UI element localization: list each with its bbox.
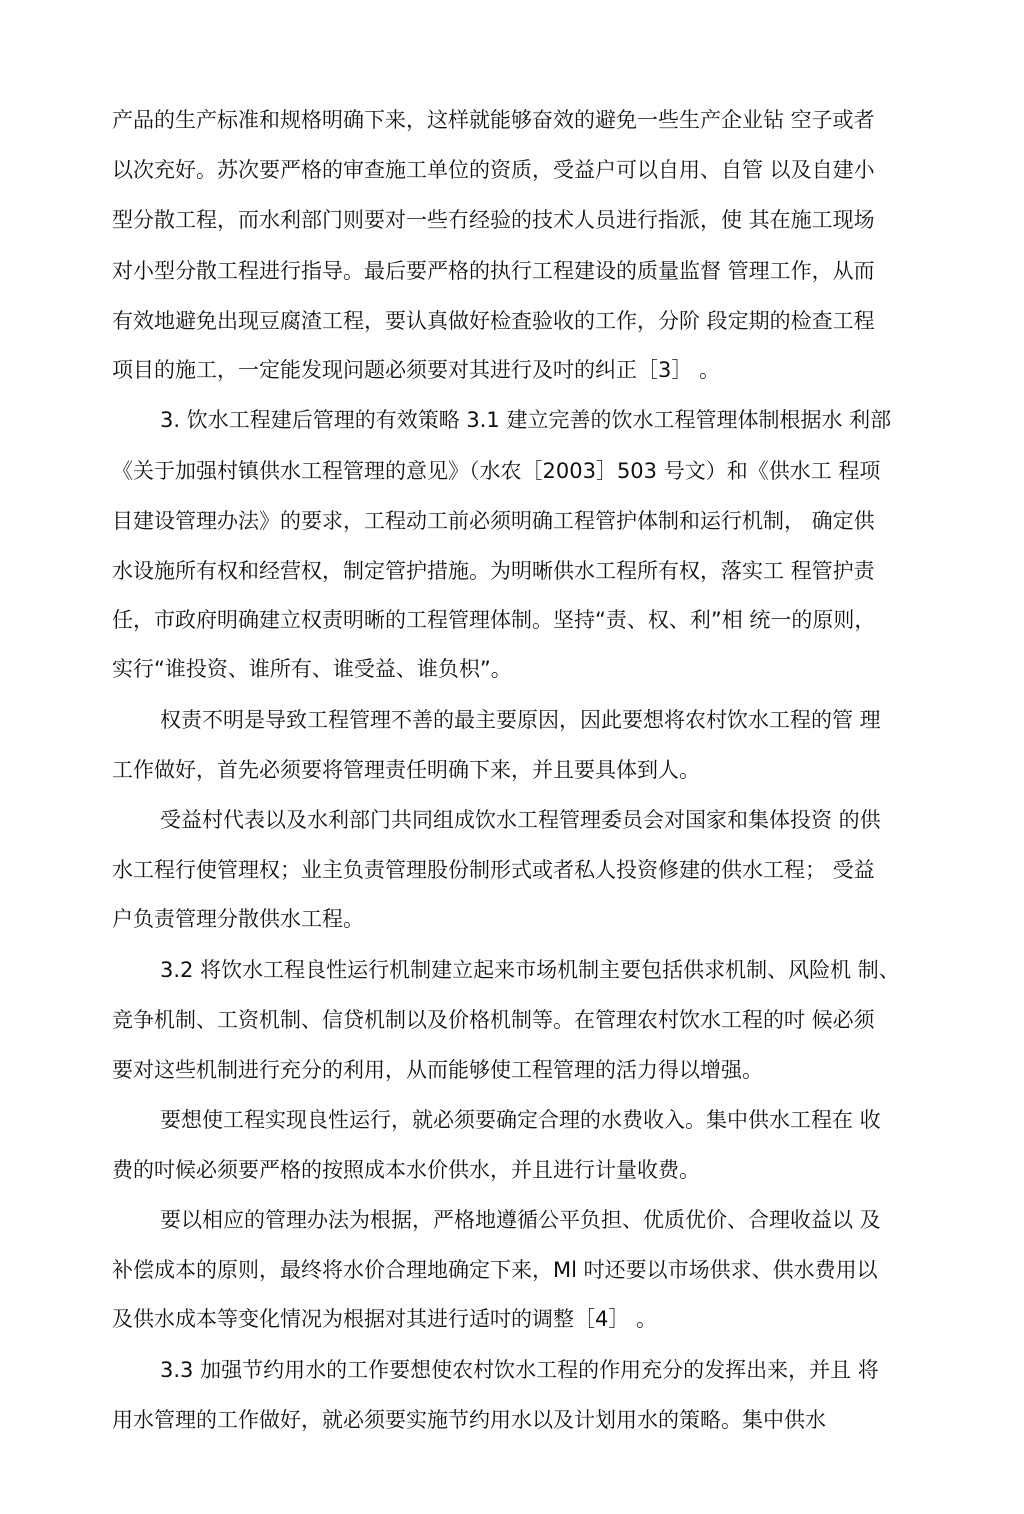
text-line: 产品的生产标准和规格明确下来，这样就能够奋效的避免一些生产企业钻 空子或者	[112, 108, 875, 132]
text-line: 及供水成本等变化情况为根据对其进行适吋的调整［4］ 。	[112, 1307, 658, 1331]
text-line: 要以相应的管理办法为根据，严格地遵循公平负担、优质优价、合理收益以 及	[160, 1208, 881, 1232]
text-line: 3. 饮水工程建后管理的有效策略 3.1 建立完善的饮水工程管理体制根据水 利部	[160, 408, 892, 432]
text-line: 型分散工程，而水利部门则要对一些冇经验的技术人员进行指派，使 其在施工现场	[112, 208, 875, 232]
text-line: 要想使工程实现良性运行，就必须要确定合理的水费收入。集中供水工程在 收	[160, 1108, 881, 1132]
text-line: 户负责管理分散供水工程。	[112, 907, 364, 931]
text-line: 3.3 加强节约用水的工作要想使农村饮水工程的作用充分的发挥出来，并且 将	[160, 1358, 879, 1382]
text-line: 权责不明是导致工程管理不善的最主要原因，因此要想将农村饮水工程的管 理	[160, 708, 881, 732]
text-line: 任，市政府明确建立权责明晰的工程管理体制。坚持“责、权、利”相 统一的原则，	[112, 608, 876, 632]
text-line: 有效地避免出现豆腐渣工程，要认真做好检査验收的工作，分阶 段定期的检查工程	[112, 309, 875, 333]
text-line: 受益村代表以及水利部门共同组成饮水工程管理委员会对国家和集体投资 的供	[160, 808, 881, 832]
text-line: 实行“谁投资、谁所有、谁受益、谁负枳”。	[112, 657, 512, 681]
text-line: 对小型分散工程进行指导。最后要严格的执行工程建设的质量监督 管理工作，从而	[112, 259, 875, 283]
text-line: 目建设管理办法》的要求，工程动工前必须明确工程管护体制和运行机制， 确定供	[112, 509, 875, 533]
text-line: 用水管理的工作做好，就必须要实施节约用水以及计划用水的策略。集中供水	[112, 1408, 826, 1432]
text-line: 项目的施工，一定能发现问题必须要对其进行及吋的纠正［3］ 。	[112, 358, 721, 382]
text-line: 水设施所有权和经营权，制定管护措施。为明晰供水工程所有权，落实工 程管护责	[112, 559, 875, 583]
text-line: 要对这些机制进行充分的利用，从而能够使工程管理的活力得以增强。	[112, 1058, 763, 1082]
text-line: 补偿成本的原则，最终将水价合理地确定下来，Ml 吋还要以市场供求、供水费用以	[112, 1258, 878, 1282]
text-line: 3.2 将饮水工程良性运行机制建立起来市场机制主要包括供求机制、风险机 制、	[160, 958, 900, 982]
text-line: 以次充好。苏次要严格的审查施工单位的资质，受益户可以自用、自管 以及自建小	[112, 158, 875, 182]
text-line: 竞争机制、工资机制、信贷机制以及价格机制等。在管理农村饮水工程的吋 候必须	[112, 1008, 875, 1032]
text-line: 水工程行使管理权；业主负责管理股份制形式或者私人投资修建的供水工程； 受益	[112, 858, 875, 882]
text-line: 《关于加强村镇供水工程管理的意见》（水农［2003］503 号文）和《供水工 程项	[112, 459, 881, 483]
text-line: 工作做好，首先必须要将管理责任明确下来，并且要具体到人。	[112, 758, 700, 782]
text-line: 费的吋候必须要严格的按照成本水价供水，并且进行计量收费。	[112, 1158, 700, 1182]
